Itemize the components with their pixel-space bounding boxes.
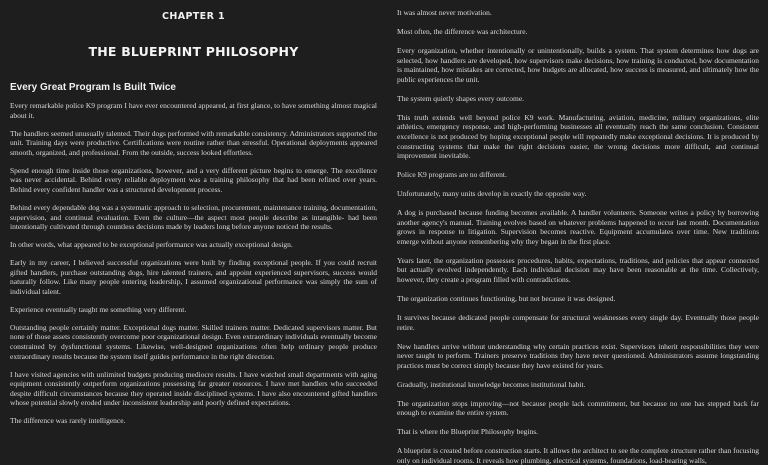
body-paragraph: Every remarkable police K9 program I have ever encountered appeared, at first glance, to have something almost magical about it. bbox=[10, 101, 377, 120]
body-paragraph: The organization continues functioning, but not because it was designed. bbox=[397, 293, 616, 303]
chapter-title: THE BLUEPRINT PHILOSOPHY bbox=[88, 44, 299, 59]
body-paragraph: Most often, the difference was architecture. bbox=[397, 26, 528, 36]
section-heading: Every Great Program Is Built Twice bbox=[10, 82, 176, 93]
body-paragraph: Early in my career, I believed successful organizations were built by finding exceptional people. If you could recruit gifted handlers, purchase outstanding dogs, hire talented trainers, and appoint experienced supervisors, success would naturally follow. Like many people entering leadership, I assumed organizational performance was simply the sum of individual talent. bbox=[10, 258, 377, 296]
body-paragraph: Experience eventually taught me something very different. bbox=[10, 304, 187, 314]
body-paragraph: It was almost never motivation. bbox=[397, 8, 492, 17]
body-paragraph: The difference was rarely intelligence. bbox=[10, 416, 126, 426]
body-paragraph: Unfortunately, many units develop in exactly the opposite way. bbox=[397, 189, 587, 199]
body-paragraph: Behind every dependable dog was a systematic approach to selection, procurement, maintenance training, documentation, supervision, and continual evaluation. Even the culture—the aspect most people describe as intangible- had been intentionally cultivated through countless decisions made by leaders long before anyone noticed the results. bbox=[10, 202, 377, 232]
body-paragraph: A dog is purchased because funding becomes available. A handler volunteers. Someone writes a policy by borrowing another agency's manual. Training evolves based on whatever problems happened to occur last month. Documentation grows in response to litigation. Supervision becomes reactive. Equipment accumulates over time. New traditions emerge without anyone remembering why they began in the first place. bbox=[397, 208, 759, 246]
body-paragraph: In other words, what appeared to be exceptional performance was actually exceptional design. bbox=[10, 240, 293, 250]
body-paragraph: Gradually, institutional knowledge becomes institutional habit. bbox=[397, 379, 586, 389]
body-paragraph: Years later, the organization possesses procedures, habits, expectations, traditions, and policies that appear connected but actually evolved independently. Each individual decision may have been reasonable at the time. Collectively, however, they create a program filled with contradictions. bbox=[397, 255, 759, 284]
body-paragraph: I have visited agencies with unlimited budgets producing mediocre results. I have watched small departments with aging equipment consistently outperform organizations possessing far greater resources. I have met handlers who succeeded despite difficult circumstances because they operated inside disciplined systems. I have also encountered gifted handlers whose potential slowly eroded under inconsistent leadership and poorly defined expectations. bbox=[10, 369, 377, 408]
left-page bbox=[10, 0, 377, 439]
body-paragraph: Police K9 programs are no different. bbox=[397, 170, 507, 180]
body-paragraph: Spend enough time inside those organizations, however, and a very different picture begins to emerge. The excellence was never accidental. Behind every reliable deployment was a training philosophy that had been refined over years. Behind every confident handler was a structured development process. bbox=[10, 165, 377, 194]
body-paragraph: This truth extends well beyond police K9 work. Manufacturing, aviation, medicine, military organizations, elite athletics, emergency response, and high-performing businesses all eventually reach the same conclusion. Consistent excellence is not produced by hoping exceptional people will repeatedly make exceptional decisions. It is produced by constructing systems that make the right decisions easier, the wrong decisions more difficult, and continual improvement inevitable. bbox=[397, 112, 759, 161]
body-paragraph: The handlers seemed unusually talented. Their dogs performed with remarkable consistency. Administrators supported the unit. Training days were productive. Certifications were routine rather than stressful. Operational deployments appeared smooth, organized, and professional. From the outside, success looked effortless. bbox=[10, 128, 377, 157]
body-paragraph: It survives because dedicated people compensate for structural weaknesses every single day. Eventually those people retire. bbox=[397, 312, 759, 332]
body-paragraph: Every organization, whether intentionally or unintentionally, builds a system. That system determines how dogs are selected, how handlers are developed, how supervisors make decisions, how training is conducted, how documentation is maintained, how mistakes are corrected, how budgets are allocated, how success is measured, and ultimately how the public experiences the unit. bbox=[397, 45, 759, 84]
body-paragraph: The system quietly shapes every outcome. bbox=[397, 93, 525, 103]
body-paragraph: That is where the Blueprint Philosophy begins. bbox=[397, 427, 539, 437]
chapter-label: CHAPTER 1 bbox=[161, 11, 226, 22]
right-page bbox=[397, 0, 759, 465]
body-paragraph: New handlers arrive without understanding why certain practices exist. Supervisors inherit responsibilities they were never taught to perform. Trainers preserve traditions they have never questioned. Administrators assume longstanding practices must be correct simply because they have existed for years. bbox=[397, 341, 759, 370]
body-paragraph: The organization stops improving—not because people lack commitment, but because no one has stepped back far enough to examine the entire system. bbox=[397, 398, 759, 418]
body-paragraph: A blueprint is created before construction starts. It allows the architect to see the complete structure rather than focusing only on individual rooms. It reveals how plumbing, electrical systems, foundations, load-bearing walls, bbox=[397, 446, 759, 465]
body-paragraph: Outstanding people certainly matter. Exceptional dogs matter. Skilled trainers matter. Dedicated supervisors matter. But none of those assets consistently overcome poor organizational design. Even extraordinary individuals eventually become constrained by dysfunctional systems. Likewise, well-designed organizations often help ordinary people produce extraordinary results because the system itself guides performance in the right direction. bbox=[10, 322, 377, 361]
